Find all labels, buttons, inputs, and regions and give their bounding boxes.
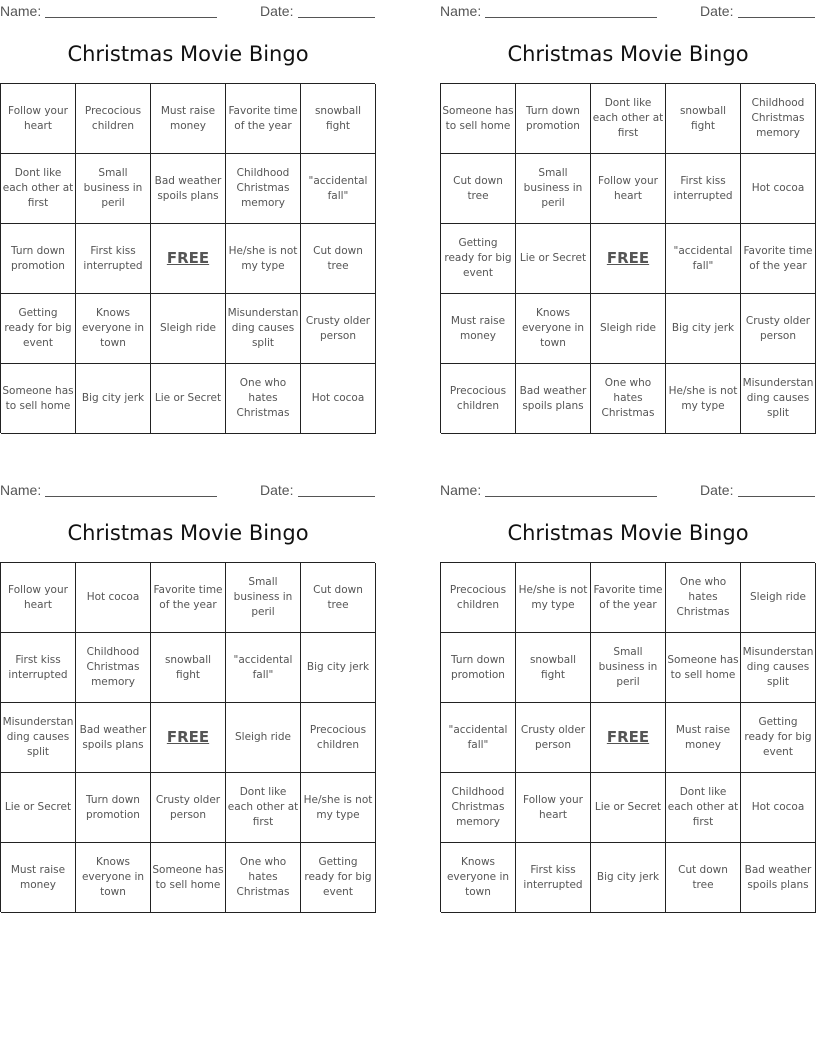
date-field[interactable] xyxy=(738,496,815,497)
free-space-cell[interactable]: FREE xyxy=(591,703,666,773)
bingo-cell[interactable]: "accidental fall" xyxy=(301,154,376,224)
bingo-cell[interactable]: One who hates Christmas xyxy=(226,364,301,434)
bingo-cell[interactable]: Cut down tree xyxy=(441,154,516,224)
bingo-cell[interactable]: Big city jerk xyxy=(666,294,741,364)
bingo-cell[interactable]: Childhood Christmas memory xyxy=(441,773,516,843)
bingo-cell[interactable]: Getting ready for big event xyxy=(441,224,516,294)
date-field[interactable] xyxy=(738,17,815,18)
bingo-cell[interactable]: "accidental fall" xyxy=(666,224,741,294)
bingo-cell[interactable]: Dont like each other at first xyxy=(226,773,301,843)
free-space-cell[interactable]: FREE xyxy=(591,224,666,294)
bingo-cell[interactable]: Knows everyone in town xyxy=(76,843,151,913)
card-title: Christmas Movie Bingo xyxy=(67,521,309,545)
bingo-cell[interactable]: Small business in peril xyxy=(76,154,151,224)
bingo-cell[interactable]: One who hates Christmas xyxy=(226,843,301,913)
bingo-cell[interactable]: Hot cocoa xyxy=(76,563,151,633)
bingo-cell[interactable]: Getting ready for big event xyxy=(301,843,376,913)
bingo-cell[interactable]: He/she is not my type xyxy=(301,773,376,843)
name-date-row xyxy=(0,2,376,20)
bingo-cell[interactable]: One who hates Christmas xyxy=(591,364,666,434)
bingo-cell[interactable]: Favorite time of the year xyxy=(591,563,666,633)
bingo-cell[interactable]: "accidental fall" xyxy=(441,703,516,773)
name-field[interactable] xyxy=(45,17,217,18)
bingo-cell[interactable]: Dont like each other at first xyxy=(1,154,76,224)
bingo-cell[interactable]: Childhood Christmas memory xyxy=(741,84,816,154)
bingo-cell[interactable]: Hot cocoa xyxy=(741,154,816,224)
bingo-cell[interactable]: Lie or Secret xyxy=(516,224,591,294)
bingo-cell[interactable]: Small business in peril xyxy=(591,633,666,703)
bingo-cell[interactable]: Precocious children xyxy=(441,563,516,633)
bingo-cell[interactable]: Turn down promotion xyxy=(76,773,151,843)
name-date-row xyxy=(0,481,376,499)
bingo-cell[interactable]: Must raise money xyxy=(441,294,516,364)
bingo-cell[interactable]: Someone has to sell home xyxy=(666,633,741,703)
bingo-cell[interactable]: snowball fight xyxy=(666,84,741,154)
bingo-cell[interactable]: Turn down promotion xyxy=(441,633,516,703)
bingo-cell[interactable]: snowball fight xyxy=(516,633,591,703)
date-label: Date: xyxy=(700,3,734,19)
bingo-cell[interactable]: Crusty older person xyxy=(741,294,816,364)
free-space-cell[interactable]: FREE xyxy=(151,703,226,773)
bingo-card xyxy=(0,0,376,436)
bingo-grid xyxy=(0,83,375,433)
bingo-cell[interactable]: Favorite time of the year xyxy=(151,563,226,633)
bingo-cell[interactable]: Lie or Secret xyxy=(591,773,666,843)
date-label: Date: xyxy=(700,482,734,498)
bingo-cell[interactable]: Dont like each other at first xyxy=(591,84,666,154)
bingo-cell[interactable]: Favorite time of the year xyxy=(741,224,816,294)
bingo-cell[interactable]: Knows everyone in town xyxy=(76,294,151,364)
bingo-cell[interactable]: Big city jerk xyxy=(76,364,151,434)
bingo-grid xyxy=(0,562,375,912)
bingo-cell[interactable]: Follow your heart xyxy=(516,773,591,843)
bingo-cell[interactable]: Misunderstanding causes split xyxy=(226,294,301,364)
name-label: Name: xyxy=(440,3,482,19)
bingo-card xyxy=(440,479,816,915)
bingo-cell[interactable]: Follow your heart xyxy=(1,563,76,633)
bingo-cell[interactable]: Small business in peril xyxy=(226,563,301,633)
bingo-cell[interactable]: Cut down tree xyxy=(666,843,741,913)
free-space-cell[interactable]: FREE xyxy=(151,224,226,294)
bingo-cell[interactable]: Small business in peril xyxy=(516,154,591,224)
bingo-cell[interactable]: Cut down tree xyxy=(301,224,376,294)
bingo-cell[interactable]: Lie or Secret xyxy=(151,364,226,434)
bingo-cell[interactable]: snowball fight xyxy=(301,84,376,154)
bingo-card xyxy=(440,0,816,436)
bingo-cell[interactable]: Must raise money xyxy=(1,843,76,913)
bingo-cell[interactable]: Knows everyone in town xyxy=(441,843,516,913)
date-field[interactable] xyxy=(298,17,375,18)
name-label: Name: xyxy=(0,3,42,19)
bingo-cell[interactable]: Follow your heart xyxy=(1,84,76,154)
bingo-cell[interactable]: snowball fight xyxy=(151,633,226,703)
bingo-grid xyxy=(440,83,815,433)
bingo-cell[interactable]: Someone has to sell home xyxy=(1,364,76,434)
name-field[interactable] xyxy=(485,496,657,497)
name-date-row xyxy=(440,481,816,499)
bingo-cell[interactable]: Someone has to sell home xyxy=(441,84,516,154)
bingo-cell[interactable]: Getting ready for big event xyxy=(741,703,816,773)
bingo-cell[interactable]: Sleigh ride xyxy=(591,294,666,364)
date-field[interactable] xyxy=(298,496,375,497)
card-title: Christmas Movie Bingo xyxy=(507,42,749,66)
bingo-cell[interactable]: First kiss interrupted xyxy=(1,633,76,703)
bingo-cell[interactable]: Precocious children xyxy=(301,703,376,773)
bingo-cell[interactable]: Getting ready for big event xyxy=(1,294,76,364)
bingo-cell[interactable]: First kiss interrupted xyxy=(666,154,741,224)
bingo-cell[interactable]: Favorite time of the year xyxy=(226,84,301,154)
bingo-cell[interactable]: Hot cocoa xyxy=(741,773,816,843)
bingo-cell[interactable]: Childhood Christmas memory xyxy=(76,633,151,703)
bingo-cell[interactable]: Sleigh ride xyxy=(226,703,301,773)
name-date-row xyxy=(440,2,816,20)
bingo-cell[interactable]: He/she is not my type xyxy=(226,224,301,294)
name-label: Name: xyxy=(440,482,482,498)
bingo-cell[interactable]: Must raise money xyxy=(151,84,226,154)
bingo-cell[interactable]: First kiss interrupted xyxy=(516,843,591,913)
bingo-cell[interactable]: Turn down promotion xyxy=(516,84,591,154)
bingo-cell[interactable]: Sleigh ride xyxy=(741,563,816,633)
bingo-cell[interactable]: Dont like each other at first xyxy=(666,773,741,843)
bingo-cell[interactable]: Precocious children xyxy=(76,84,151,154)
bingo-cell[interactable]: Knows everyone in town xyxy=(516,294,591,364)
bingo-cell[interactable]: Bad weather spoils plans xyxy=(741,843,816,913)
card-title: Christmas Movie Bingo xyxy=(67,42,309,66)
bingo-cell[interactable]: Big city jerk xyxy=(301,633,376,703)
bingo-card xyxy=(0,479,376,915)
name-field[interactable] xyxy=(45,496,217,497)
bingo-cell[interactable]: One who hates Christmas xyxy=(666,563,741,633)
date-label: Date: xyxy=(260,3,294,19)
bingo-cell[interactable]: Misunderstanding causes split xyxy=(741,364,816,434)
date-label: Date: xyxy=(260,482,294,498)
bingo-cell[interactable]: Misunderstanding causes split xyxy=(741,633,816,703)
bingo-cell[interactable]: Someone has to sell home xyxy=(151,843,226,913)
card-title: Christmas Movie Bingo xyxy=(507,521,749,545)
bingo-cell[interactable]: Bad weather spoils plans xyxy=(76,703,151,773)
bingo-cell[interactable]: Turn down promotion xyxy=(1,224,76,294)
bingo-cell[interactable]: Must raise money xyxy=(666,703,741,773)
bingo-cell[interactable]: Crusty older person xyxy=(151,773,226,843)
bingo-cell[interactable]: Lie or Secret xyxy=(1,773,76,843)
bingo-cell[interactable]: He/she is not my type xyxy=(666,364,741,434)
bingo-cell[interactable]: "accidental fall" xyxy=(226,633,301,703)
bingo-cell[interactable]: Precocious children xyxy=(441,364,516,434)
bingo-cell[interactable]: First kiss interrupted xyxy=(76,224,151,294)
bingo-grid xyxy=(440,562,815,912)
name-label: Name: xyxy=(0,482,42,498)
bingo-cell[interactable]: Hot cocoa xyxy=(301,364,376,434)
bingo-cell[interactable]: Big city jerk xyxy=(591,843,666,913)
bingo-cell[interactable]: Follow your heart xyxy=(591,154,666,224)
bingo-cell[interactable]: Bad weather spoils plans xyxy=(516,364,591,434)
bingo-cell[interactable]: Misunderstanding causes split xyxy=(1,703,76,773)
bingo-cell[interactable]: Cut down tree xyxy=(301,563,376,633)
bingo-cell[interactable]: He/she is not my type xyxy=(516,563,591,633)
bingo-cell[interactable]: Bad weather spoils plans xyxy=(151,154,226,224)
bingo-cell[interactable]: Crusty older person xyxy=(516,703,591,773)
bingo-cell[interactable]: Childhood Christmas memory xyxy=(226,154,301,224)
name-field[interactable] xyxy=(485,17,657,18)
bingo-cell[interactable]: Sleigh ride xyxy=(151,294,226,364)
bingo-cell[interactable]: Crusty older person xyxy=(301,294,376,364)
